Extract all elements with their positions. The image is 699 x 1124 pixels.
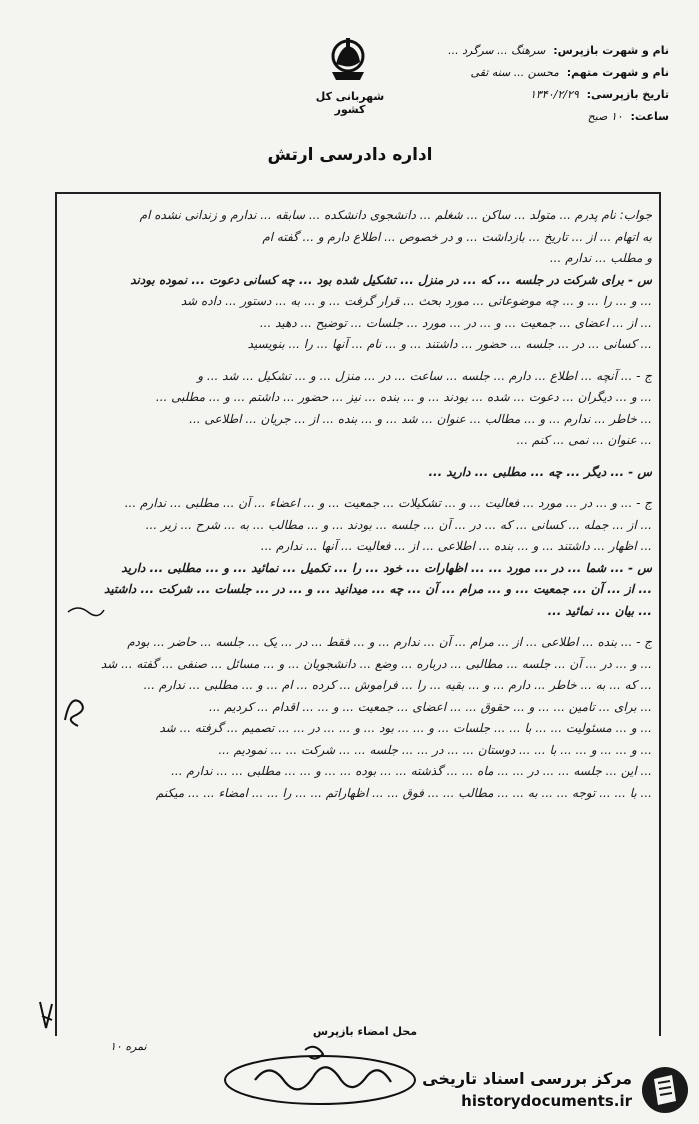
answer-line: ... این ... جلسه ... ... در ... ... ماه ... ... گذشته ... ... بوده ... ... و ... ... مطلبی ... ... ندارم ... [171,764,652,778]
margin-scribble-icon [60,690,90,730]
answer-line: به اتهام ... از ... تاریخ ... بازداشت ... و در خصوص ... اطلاع دارم و ... گفته ام [262,229,652,244]
handwritten-body [60,205,652,804]
question-line: س - برای شرکت در جلسه ... که ... در منزل ... تشکیل شده بود ... چه کسانی دعوت ... نموده بودند [130,272,652,287]
field-date: تاریخ بازپرسی: ۱۳۴۰/۲/۲۹ [529,88,669,101]
answer-line: ... اظهار ... داشتند ... و ... بنده ... اطلاعی ... از ... فعالیت ... آنها ... ندارم ... [260,539,652,553]
question-line: س - ... شما ... در ... مورد ... ... اظهارات ... خود ... را ... تکمیل ... نمائید ... و ... مطلبی ... دارید [121,560,652,575]
history-documents-logo-icon [640,1065,690,1115]
question-line: س - ... دیگر ... چه ... مطلبی ... دارید ... [428,464,652,479]
answer-line: ج - ... و ... در ... مورد ... فعالیت ... و ... تشکیلات ... جمعیت ... و ... اعضاء ... آن ... مطلبی ... ندارم ... [124,496,652,510]
office-title: اداره دادرسی ارتش [267,145,433,165]
watermark-title: مرکز بررسی اسناد تاریخی [422,1069,632,1088]
field-label: تاریخ بازپرسی [591,88,669,101]
answer-line: ... با ... ... توجه ... ... به ... ... مطالب ... ... فوق ... ... اظهاراتم ... ... را ... ... امضاء ... ... میکنم [155,785,652,800]
answer-line: ج - ... بنده ... اطلاعی ... از ... مرام ... آن ... ندارم ... و ... فقط ... در ... یک ... جلسه ... حاضر ... بودم [127,635,652,649]
answer-line: ... و ... در ... آن ... جلسه ... مطالبی ... درباره ... وضع ... دانشجویان ... و ... مسائل ... صنفی ... گفته ... شد [100,656,652,671]
header-fields [389,40,669,128]
answer-line: ... کسانی ... در ... جلسه ... حضور ... داشتند ... و ... نام ... آنها ... را ... بنویسید [247,337,652,351]
field-value: ۱۰ صبح [587,110,623,123]
answer-line: ... عنوان ... نمی ... کنم ... [516,433,652,447]
signature-label: محل امضاء بازپرس [312,1025,418,1038]
field-value: محسن ... سنه تقی [470,66,559,79]
answer-line: ... و ... مسئولیت ... ... با ... ... جلسات ... و ... ... بود ... و ... ... در ... ... تصمیم ... گرفته ... شد [159,721,652,735]
question-line: ... بیان ... نمائید ... [547,603,652,618]
field-label: ساعت [634,110,669,123]
margin-scribble-icon [66,602,106,622]
answer-line: ... و ... ... و ... ... با ... ... دوستان ... ... در ... ... جلسه ... ... شرکت ... ... نمودیم ... [218,742,652,757]
answer-line: ... از ... جمله ... کسانی ... که ... در ... آن ... جلسه ... بودند ... و ... مطالب ... به ... شرح ... زیر ... [145,517,652,532]
field-label: نام و شهرت متهم [571,66,669,79]
field-interrogator: نام و شهرت بازپرس: سرهنگ ... سرگرد ... [448,44,669,57]
margin-mark-icon [36,998,56,1034]
answer-line: ج - ... آنچه ... اطلاع ... دارم ... جلسه ... ساعت ... در ... منزل ... و ... تشکیل ... شد ... و [197,368,652,383]
question-line: ... از ... آن ... جمعیت ... و ... مرام ... آن ... چه ... میدانید ... و ... در ... جلسات ... شرکت ... داشتید [103,582,652,596]
page-number: نمره ۱۰ [110,1040,147,1053]
field-label: نام و شهرت بازپرس [557,44,669,57]
answer-line: جواب: نام پدرم ... متولد ... ساکن ... شغلم ... دانشجوی دانشکده ... سابقه ... ندارم و زندانی نشده ام [139,208,652,222]
handwritten-signature [215,1040,425,1110]
organization-name: شهربانی کل کشور [315,90,385,116]
field-accused: نام و شهرت متهم: محسن ... سنه تقی [470,66,669,79]
answer-line: و مطلب ... ندارم ... [549,251,652,265]
lion-and-sun-emblem [318,34,378,90]
field-time: ساعت: ۱۰ صبح [587,110,669,123]
watermark [420,1065,690,1117]
answer-line: ... و ... دیگران ... دعوت ... شده ... بودند ... و ... بنده ... نیز ... حضور ... داشتم ... و ... مطلبی ... [155,390,652,404]
field-value: سرهنگ ... سرگرد ... [448,44,546,57]
answer-line: ... خاطر ... ندارم ... و ... مطالب ... عنوان ... شد ... و ... بنده ... از ... جریان ... اطلاعی ... [189,411,652,426]
watermark-url[interactable]: historydocuments.ir [461,1092,632,1110]
answer-line: ... برای ... تامین ... ... و ... حقوق ... ... اعضای ... جمعیت ... و ... ... اقدام ... کردیم ... [209,699,652,714]
field-value: ۱۳۴۰/۲/۲۹ [529,88,579,101]
answer-line: ... که ... به ... خاطر ... دارم ... و ... بقیه ... را ... فراموش ... کرده ... ام ... و ... مطلبی ... ندارم ... [143,678,652,692]
answer-line: ... و ... را ... و ... چه موضوعاتی ... مورد بحث ... قرار گرفت ... و ... به ... دستور ... داده شد [180,294,652,308]
answer-line: ... از ... اعضای ... جمعیت ... و ... در ... مورد ... جلسات ... توضیح ... دهید ... [259,315,652,330]
